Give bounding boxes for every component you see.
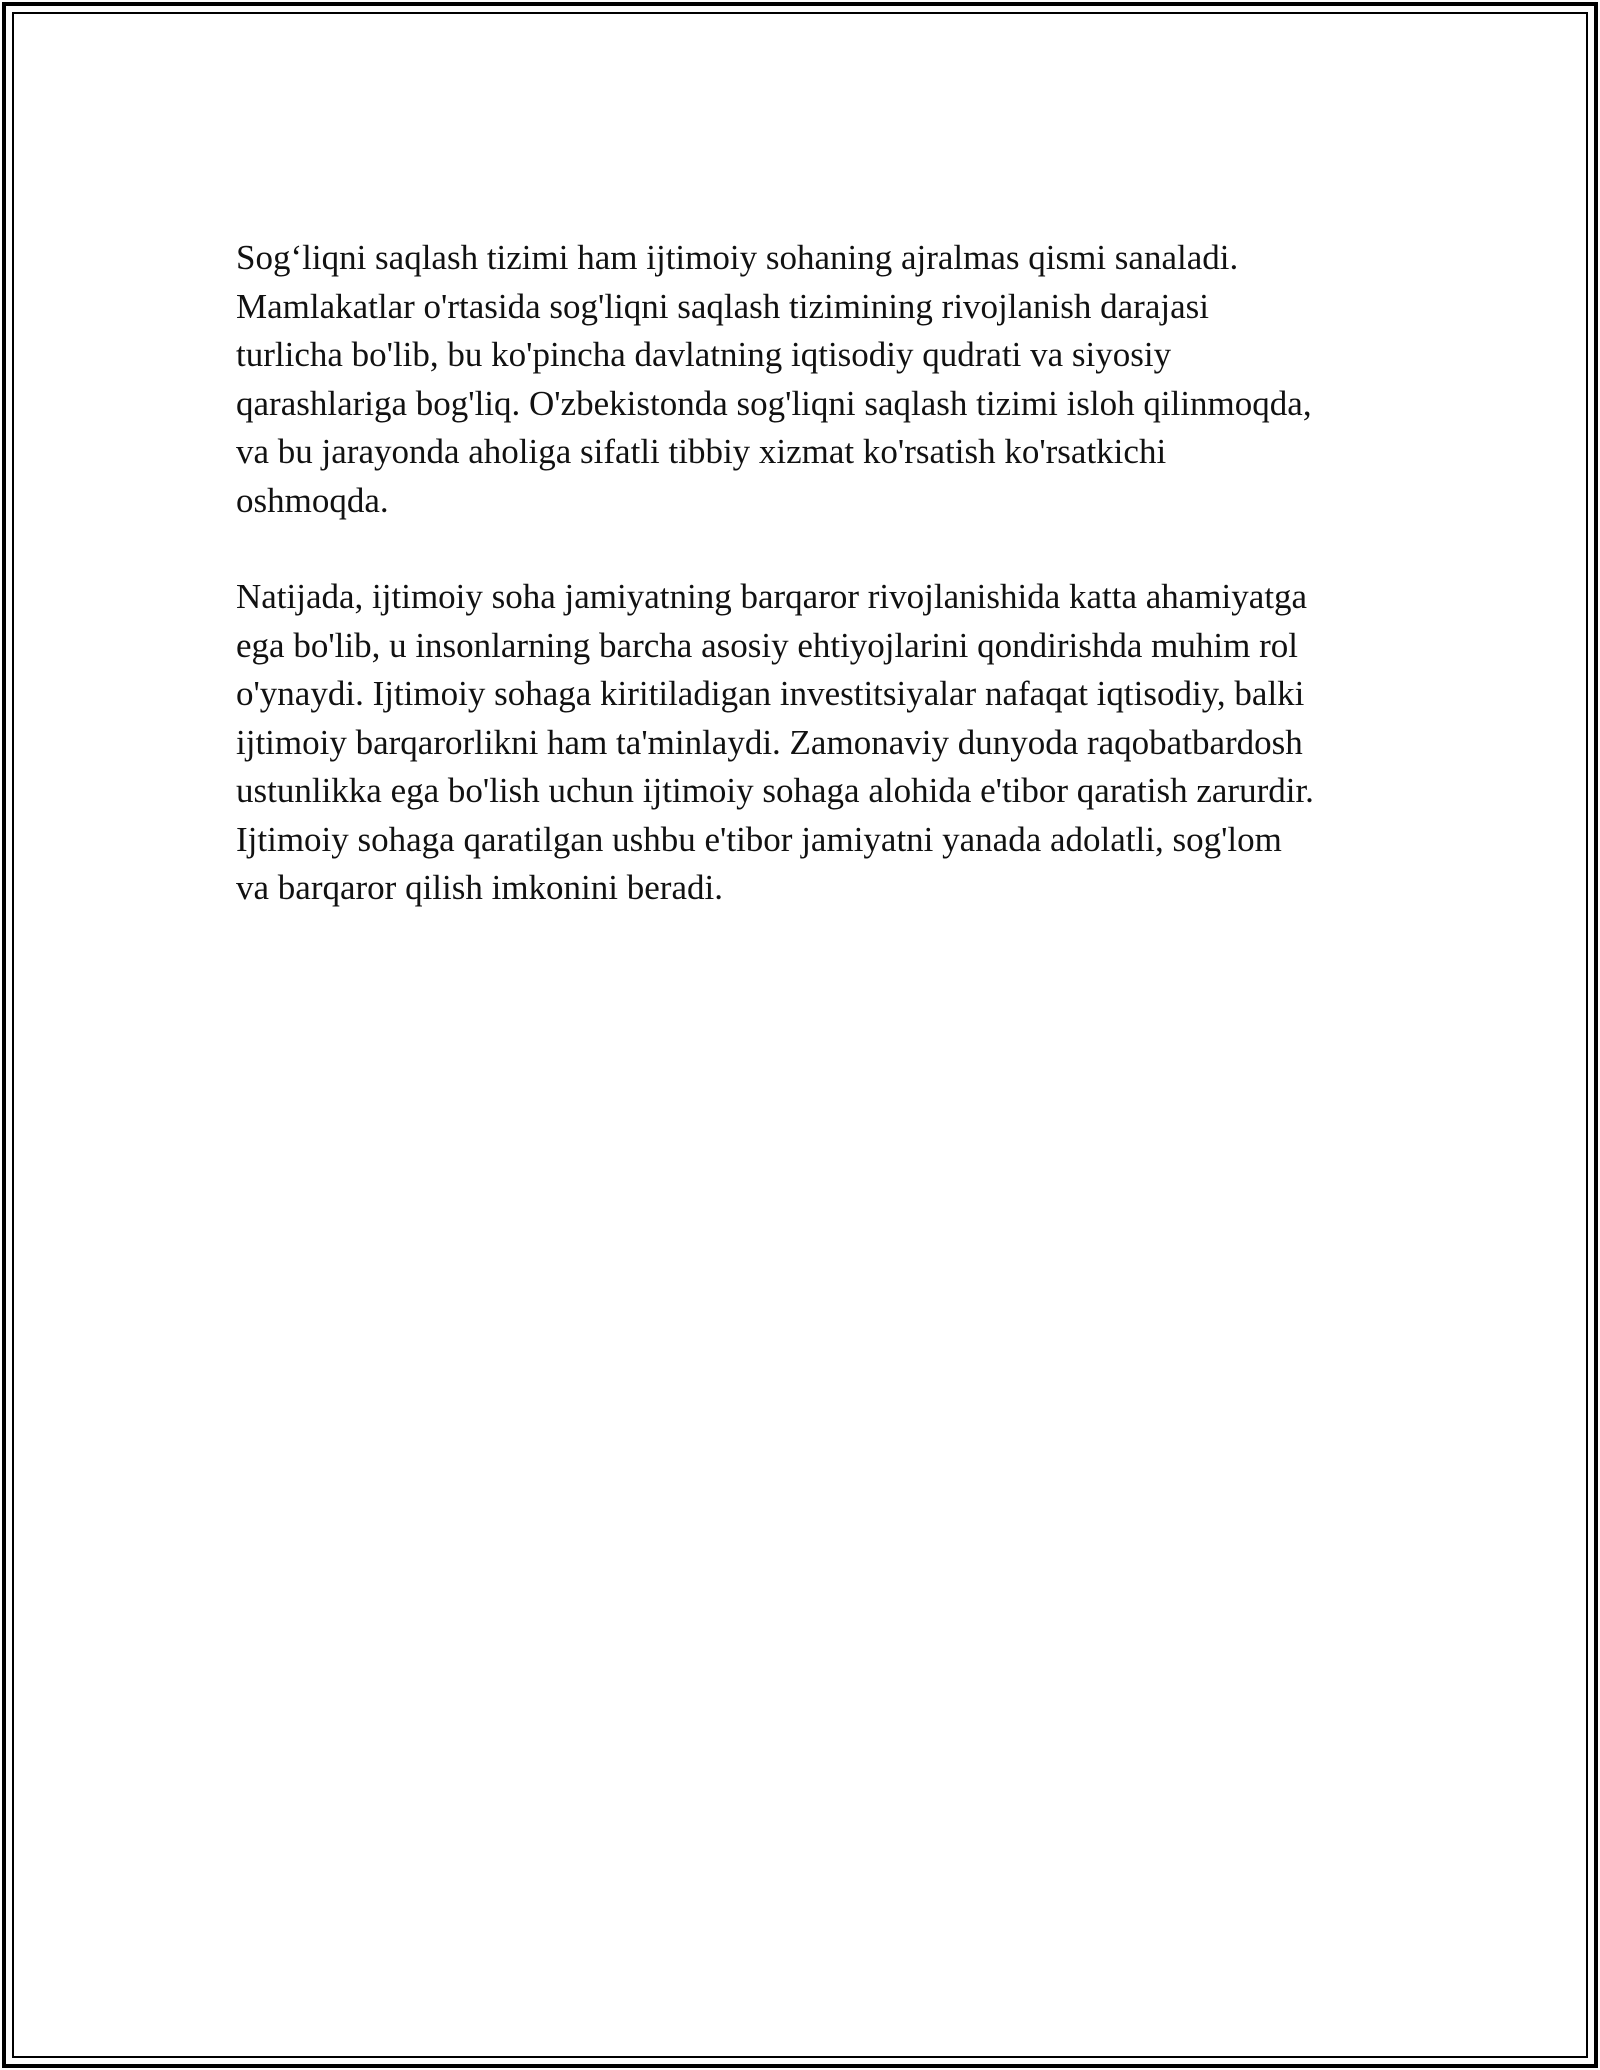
paragraph-healthcare: Sog‘liqni saqlash tizimi ham ijtimoiy sohaning ajralmas qismi sanaladi. Mamlakatlar o'rtasida sog'liqni saqlash tizimining rivojlanish darajasi turlicha bo'lib, bu ko'pincha davlatning iqtisodiy qudrati va siyosiy qarashlariga bog'liq. O'zbekistonda sog'liqni saqlash tizimi isloh qilinmoqda, va bu jarayonda aholiga sifatli tibbiy xizmat ko'rsatish ko'rsatkichi oshmoqda. <box>236 238 1312 520</box>
paragraph-conclusion: Natijada, ijtimoiy soha jamiyatning barqaror rivojlanishida katta ahamiyatga ega bo'lib, u insonlarning barcha asosiy ehtiyojlarini qondirishda muhim rol o'ynaydi. Ijtimoiy sohaga kiritiladigan investitsiyalar nafaqat iqtisodiy, balki ijtimoiy barqarorlikni ham ta'minlaydi. Zamonaviy dunyoda raqobatbardosh ustunlikka ega bo'lish uchun ijtimoiy sohaga alohida e'tibor qaratish zarurdir. Ijtimoiy sohaga qaratilgan ushbu e'tibor jamiyatni yanada adolatli, sog'lom va barqaror qilish imkonini beradi. <box>236 577 1314 907</box>
document-body <box>236 234 1376 961</box>
